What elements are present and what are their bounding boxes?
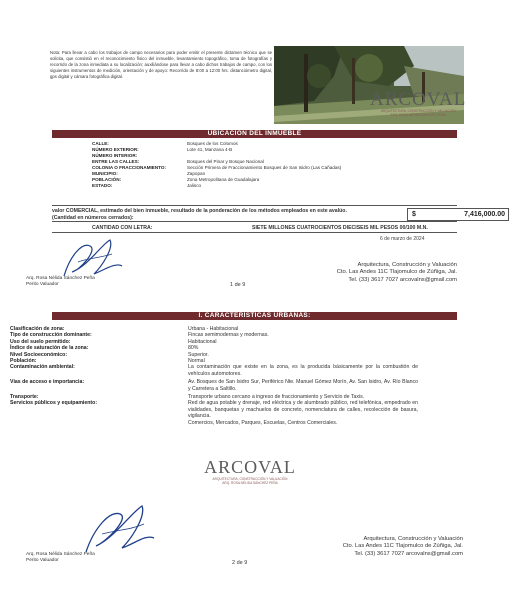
amount-in-words-label: CANTIDAD CON LETRA:: [92, 225, 153, 231]
signer-name: Arq. Rosa Nélida Sánchez Peña: [26, 276, 95, 281]
location-row: ENTRE LAS CALLES: Bosques del Pinar y Bosque Nacional: [92, 159, 264, 164]
location-row: ESTADO: Jalisco: [92, 183, 202, 188]
urban-row: Índice de saturación de la zona: 80%: [10, 345, 199, 352]
urban-row: Vías de acceso e importancia: Av. Bosques de San Isidro Sur, Periférico Nte. Manuel Gómez Morín, Av. San Isidro, Av. Río Blanco y Carretera a Saltillo.: [10, 379, 418, 392]
report-date: 6 de marzo de 2024: [380, 236, 425, 242]
location-row: NÚMERO INTERIOR:: [92, 153, 138, 158]
urban-row: Nivel Socioeconómico: Superior.: [10, 351, 209, 358]
page-number: 2 de 9: [232, 560, 248, 566]
company-logo: ARCOVAL ARQUITECTURA, CONSTRUCCIÓN Y VALUACIÓN ARQ. ROSA NÉLIDA SÁNCHEZ PEÑA: [204, 457, 296, 485]
location-row: NÚMERO EXTERIOR: Lote 41, Manzana 4-B: [92, 147, 233, 152]
firm-contact-block: [276, 536, 463, 558]
firm-name: Arquitectura, Construcción y Valuación: [357, 262, 457, 268]
report-page-2: [0, 302, 493, 615]
location-row: POBLACIÓN: Zona Metropolitana de Guadalajara: [92, 177, 260, 182]
urban-row: Tipo de construcción dominante: Fincas semimodernas y modernas.: [10, 332, 269, 339]
commercial-value-row: [52, 205, 505, 222]
section-header-location: UBICACIÓN DEL INMUEBLE: [52, 130, 457, 138]
commercial-value-text: valor COMERCIAL, estimado del bien inmueble, resultado de la ponderación de los métodos empleados en este avalúo. (Cantidad en números cerrados):: [52, 208, 347, 221]
section-header-urban: I. CARACTERÍSTICAS URBANAS:: [52, 312, 457, 320]
urban-row: Contaminación ambiental: La contaminación que existe en la zona, es la producida básicamente por la combustión de vehículos automotores.: [10, 364, 418, 377]
firm-address: Cto. Las Andes 11C Tlajomulco de Zúñiga, Jal.: [342, 543, 463, 550]
location-row: CALLE: Bosques de los Colomos: [92, 141, 238, 146]
location-table: [92, 141, 341, 189]
firm-name: Arquitectura, Construcción y Valuación: [363, 536, 463, 542]
company-logo: ARCOVAL ARQUITECTURA, CONSTRUCCIÓN Y VALUACIÓN ARQ. ROSA NÉLIDA SÁNCHEZ PEÑA: [370, 89, 467, 117]
page-number: 1 de 9: [230, 282, 246, 288]
signer-block: [26, 276, 95, 288]
location-row: COLONIA O FRACCIONAMIENTO: Sección Primera de Fraccionamiento Bosques de San Isidro (Las Cañadas): [92, 165, 342, 170]
urban-row: Uso del suelo permitido: Habitacional: [10, 338, 217, 345]
urban-row: Población: Normal: [10, 358, 205, 365]
firm-contact: Tel. (33) 3617 7027 arcovalns@gmail.com: [354, 550, 463, 557]
signer-name: Arq. Rosa Nélida Sánchez Peña: [26, 552, 95, 557]
location-row: MUNICIPIO: Zapopan: [92, 171, 206, 176]
report-page-1: [0, 0, 505, 300]
signer-role: Perito Valuador: [26, 282, 59, 288]
commercial-value-amount: 7,416,000.00: [464, 211, 505, 218]
amount-in-words-value: SIETE MILLONES CUATROCIENTOS DIECISEIS MIL PESOS 00/100 M.N.: [252, 225, 428, 231]
fieldwork-note: Nota: Para llevar a cabo los trabajos de campo necesarios para poder emitir el presente dictamen técnico que se solicita, que consistió en el reconocimiento físico del inmueble, levantamiento topográfico, toma de fotografías y recorrido de la zona inmediata a su localización; auxiliándose para llevar a cabo dichos trabajos de campo, con los siguientes instrumentos de medición, orientación y de apoyo: Recorrido de 8:00 a 12:00 hrs. distanciómetro digital, gps digital y cámara fotográfica digital.: [50, 50, 272, 80]
signer-role: Perito Valuador: [26, 558, 59, 564]
urban-row: Clasificación de zona: Urbana - Habitacional: [10, 326, 239, 332]
urban-row: Comercios, Mercados, Parques, Escuelas, Centros Comerciales.: [188, 419, 338, 426]
urban-row: Servicios públicos y equipamiento: Red de agua potable y drenaje, red eléctrica y de alumbrado público, red telefónica, empedrado en vialidades, banquetas y machuelos de concreto, nomenclatura de calles, recolección de basura, vigilancia.: [10, 400, 418, 420]
amount-in-words-row: [52, 224, 457, 233]
firm-contact: Tel. (33) 3617 7027 arcovalns@gmail.com: [348, 276, 457, 283]
firm-address: Cto. Las Andes 11C Tlajomulco de Zúñiga, Jal.: [336, 269, 457, 276]
signature-image: [80, 502, 160, 558]
currency-symbol: $: [412, 211, 416, 218]
signer-block: [26, 552, 95, 564]
urban-characteristics-table: [10, 326, 418, 426]
commercial-value-box: [407, 208, 509, 221]
firm-contact-block: [270, 262, 457, 284]
urban-row: Transporte: Transporte urbano cercano a ingreso de fraccionamiento y Servicio de Taxis.: [10, 394, 365, 401]
